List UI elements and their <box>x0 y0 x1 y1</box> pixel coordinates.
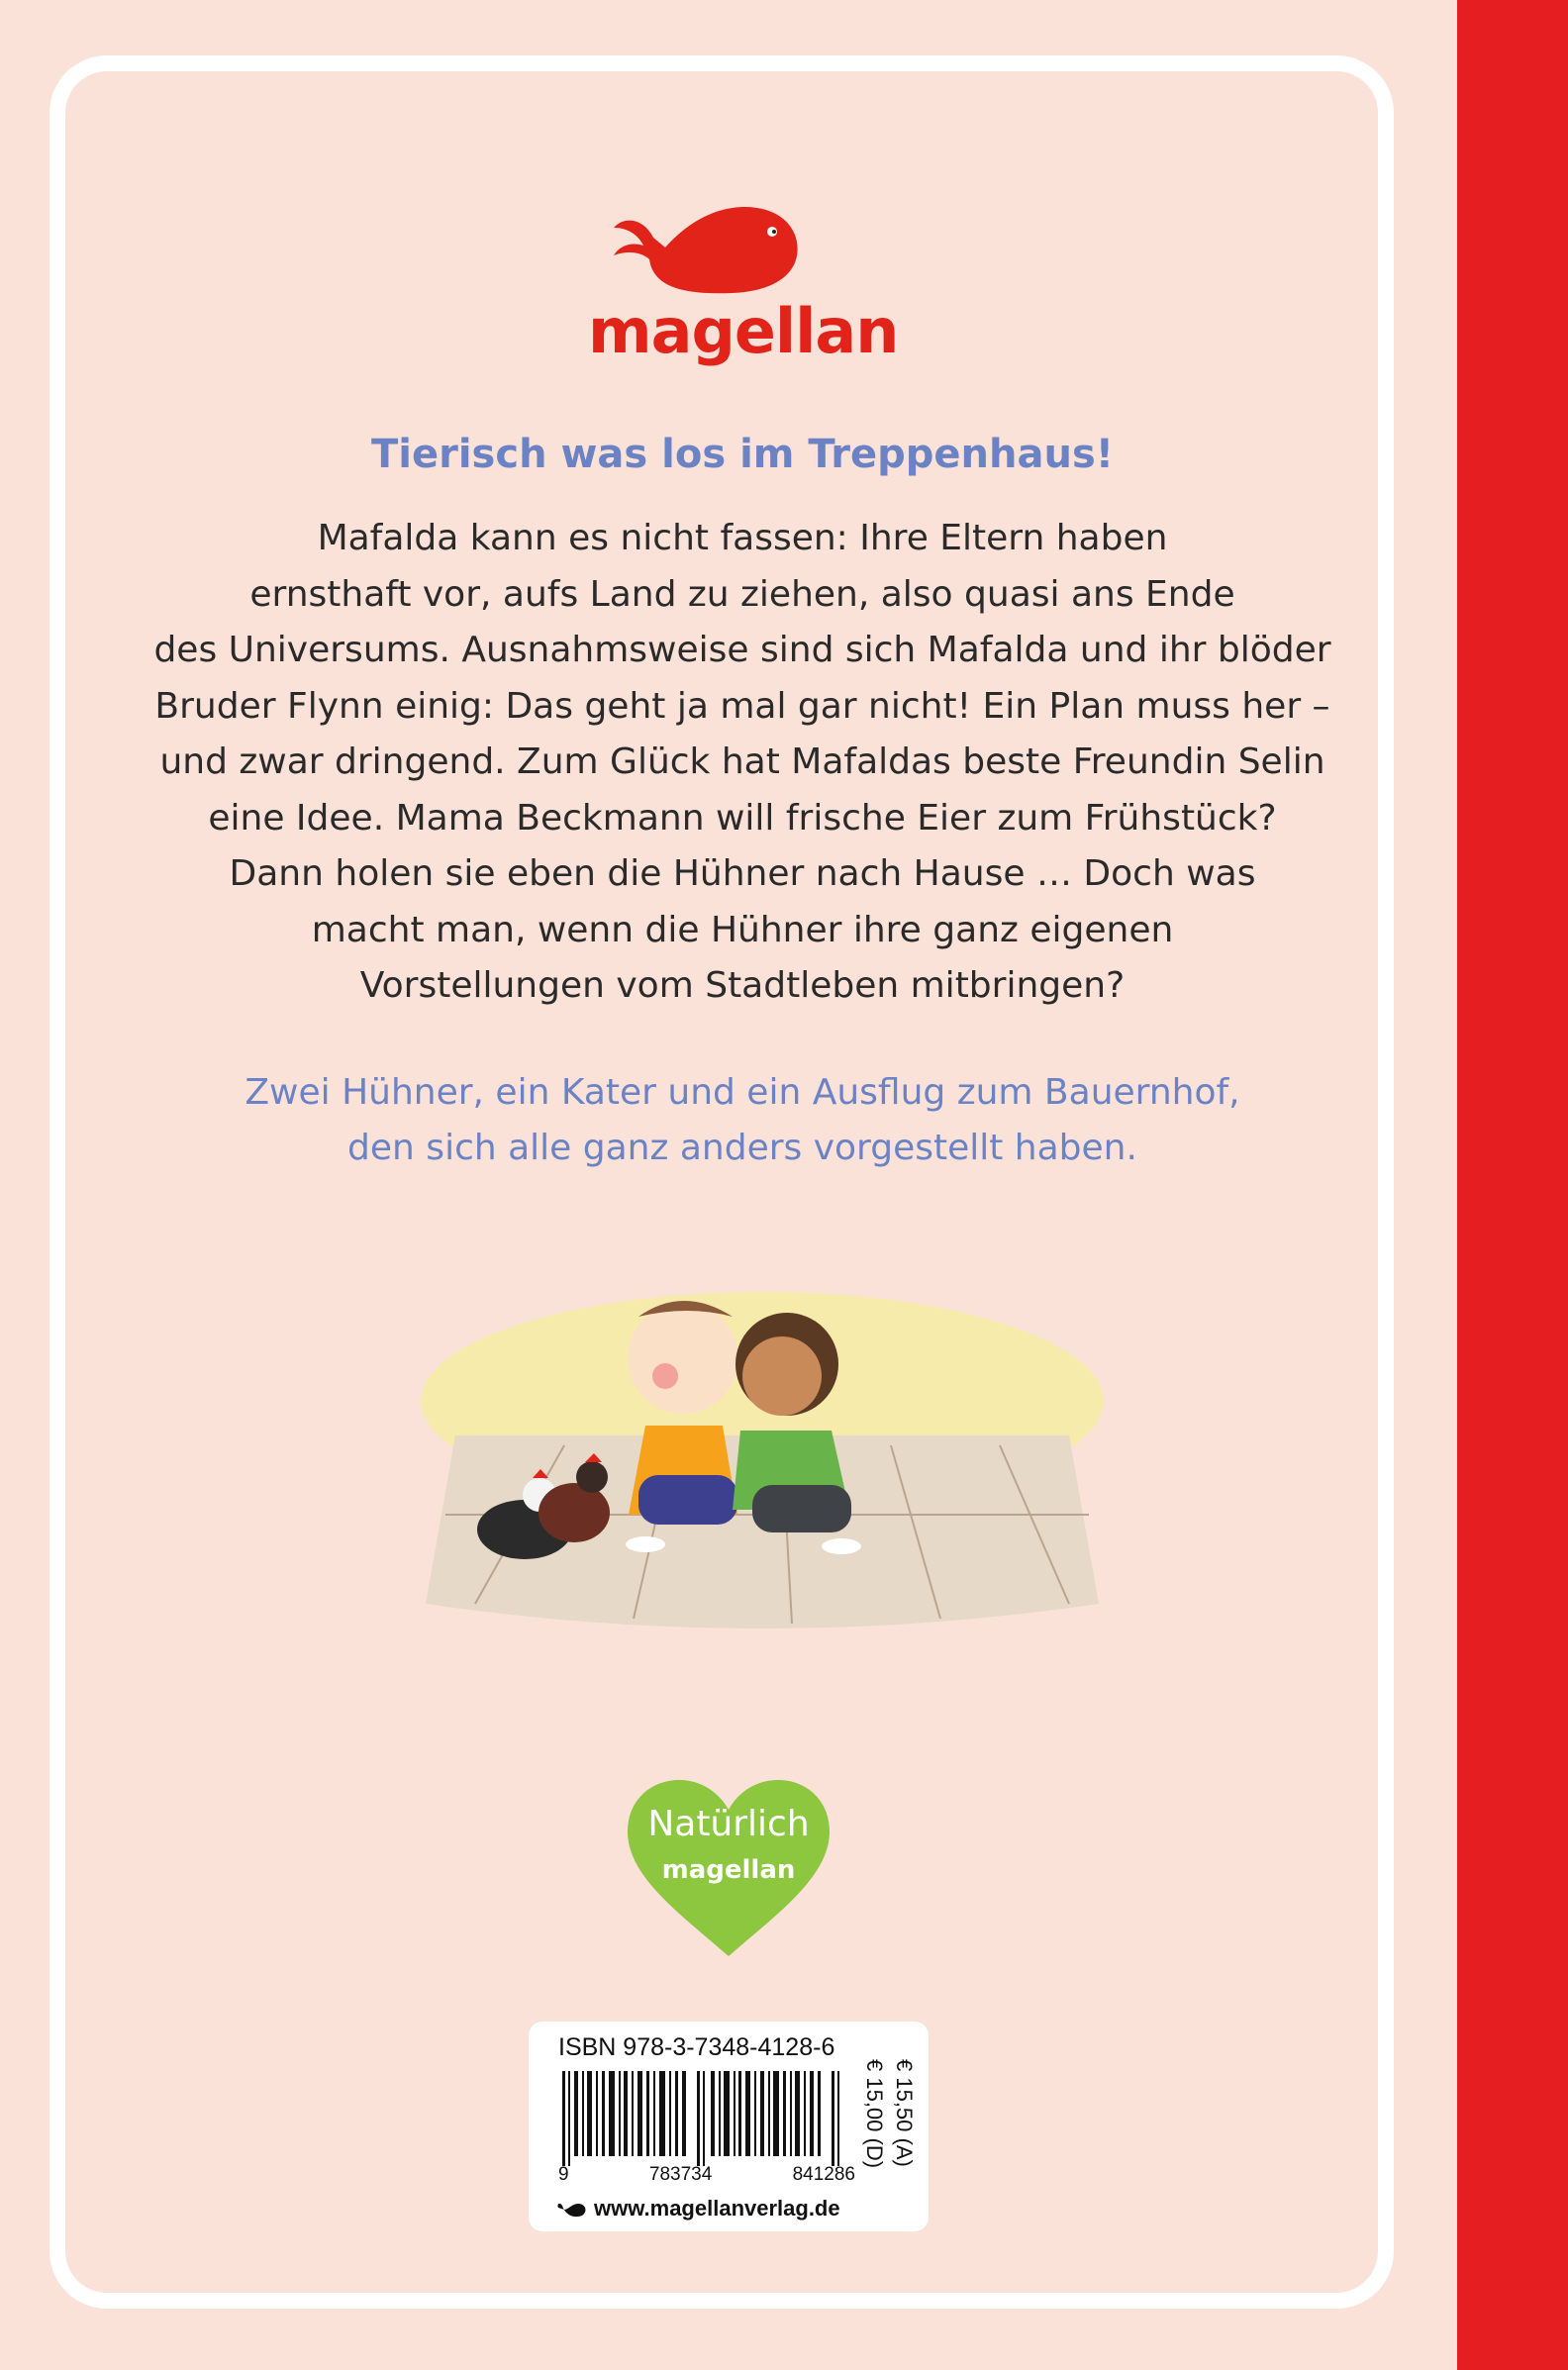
blurb-text <box>148 511 1336 1015</box>
barcode-digit-group: 783734 <box>648 2164 713 2185</box>
tagline-line: den sich alle ganz anders vorgestellt haben. <box>347 1128 1137 1168</box>
blurb-line: und zwar dringend. Zum Glück hat Mafaldas beste Freundin Selin <box>159 741 1325 782</box>
publisher-logo-text: magellan <box>588 295 899 367</box>
price-austria: € 15,50 (A) <box>892 2059 917 2167</box>
badge-text-naturlich: Natürlich <box>647 1804 810 1844</box>
badge-text-magellan: magellan <box>661 1855 796 1885</box>
tagline-text <box>148 1065 1336 1176</box>
tagline-line: Zwei Hühner, ein Kater und ein Ausflug zum Bauernhof, <box>245 1072 1240 1113</box>
book-spine <box>1457 0 1568 2370</box>
blurb-line: Mafalda kann es nicht fassen: Ihre Eltern haben <box>317 518 1168 558</box>
blurb-line: des Universums. Ausnahmsweise sind sich Mafalda und ihr blöder <box>153 630 1331 670</box>
isbn-label: ISBN 978-3-7348-4128-6 <box>558 2033 835 2061</box>
back-cover-headline: Tierisch was los im Treppenhaus! <box>370 432 1115 477</box>
barcode-digits <box>558 2164 855 2186</box>
blurb-line: ernsthaft vor, aufs Land zu ziehen, also quasi ans Ende <box>249 573 1235 615</box>
blurb-line: Dann holen sie eben die Hühner nach Hause … Doch was <box>229 853 1256 894</box>
blurb-line: Vorstellungen vom Stadtleben mitbringen? <box>359 965 1126 1006</box>
publisher-website: www.magellanverlag.de <box>594 2196 840 2221</box>
barcode-digit-group: 841286 <box>792 2164 855 2185</box>
small-whale-icon <box>554 2202 588 2223</box>
blurb-line: eine Idee. Mama Beckmann will frische Eier zum Frühstück? <box>208 797 1277 839</box>
barcode-icon <box>562 2071 849 2166</box>
price-germany: € 15,00 (D) <box>862 2059 887 2169</box>
girls-and-chickens-illustration <box>416 1287 1109 1653</box>
white-frame <box>49 55 1394 2309</box>
blurb-line: Bruder Flynn einig: Das geht ja mal gar nicht! Ein Plan muss her – <box>154 685 1330 727</box>
blurb-line: macht man, wenn die Hühner ihre ganz eigenen <box>311 909 1174 950</box>
barcode-digit-group: 9 <box>558 2164 569 2185</box>
